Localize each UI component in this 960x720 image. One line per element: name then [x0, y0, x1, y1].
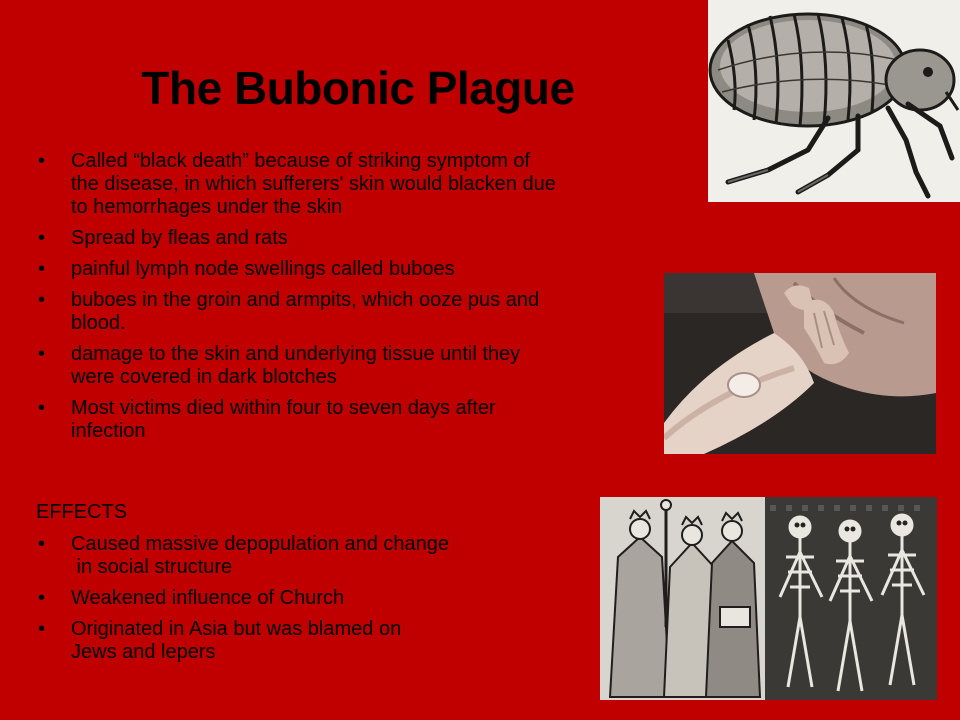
bullet-item	[36, 533, 556, 579]
bullet-line: the disease, in which sufferers' skin would blacken due	[71, 173, 556, 195]
bullet-dot: •	[38, 587, 46, 609]
effects-bullet-list	[36, 533, 556, 672]
effects-heading: EFFECTS	[36, 501, 128, 523]
symptoms-bullet-list	[36, 150, 676, 451]
bullet-line: Spread by fleas and rats	[71, 227, 288, 249]
bubo-on-thigh-photo	[664, 273, 936, 454]
bullet-line: in social structure	[71, 556, 233, 578]
bullet-line: Most victims died within four to seven days after	[71, 397, 496, 419]
bullet-line: Weakened influence of Church	[71, 587, 345, 609]
bullet-line: painful lymph node swellings called buboes	[71, 258, 455, 280]
bullet-line: damage to the skin and underlying tissue until they	[71, 343, 521, 365]
medieval-dance-of-death-image	[600, 497, 937, 700]
bullet-line: Called “black death” because of striking symptom of	[71, 150, 531, 172]
bullet-item	[36, 618, 556, 664]
bullet-item	[36, 150, 676, 219]
bullet-item	[36, 397, 676, 443]
bullet-dot: •	[38, 533, 46, 555]
bullet-item	[36, 227, 676, 250]
bullet-line: infection	[71, 420, 146, 442]
bullet-line: were covered in dark blotches	[71, 366, 337, 388]
flea-engraving-image	[708, 0, 960, 202]
bullet-line: Caused massive depopulation and change	[71, 533, 450, 555]
bullet-line: Originated in Asia but was blamed on	[71, 618, 402, 640]
bullet-item	[36, 587, 556, 610]
bullet-item	[36, 289, 676, 335]
bullet-dot: •	[38, 258, 46, 280]
bullet-dot: •	[38, 289, 46, 311]
bullet-item	[36, 343, 676, 389]
bullet-line: buboes in the groin and armpits, which ooze pus and	[71, 289, 540, 311]
bullet-line: to hemorrhages under the skin	[71, 196, 343, 218]
bullet-dot: •	[38, 343, 46, 365]
bullet-line: Jews and lepers	[71, 641, 216, 663]
bullet-item	[36, 258, 676, 281]
bullet-dot: •	[38, 227, 46, 249]
bullet-dot: •	[38, 618, 46, 640]
bullet-dot: •	[38, 150, 46, 172]
slide-title: The Bubonic Plague	[141, 62, 575, 114]
bullet-dot: •	[38, 397, 46, 419]
bullet-line: blood.	[71, 312, 126, 334]
